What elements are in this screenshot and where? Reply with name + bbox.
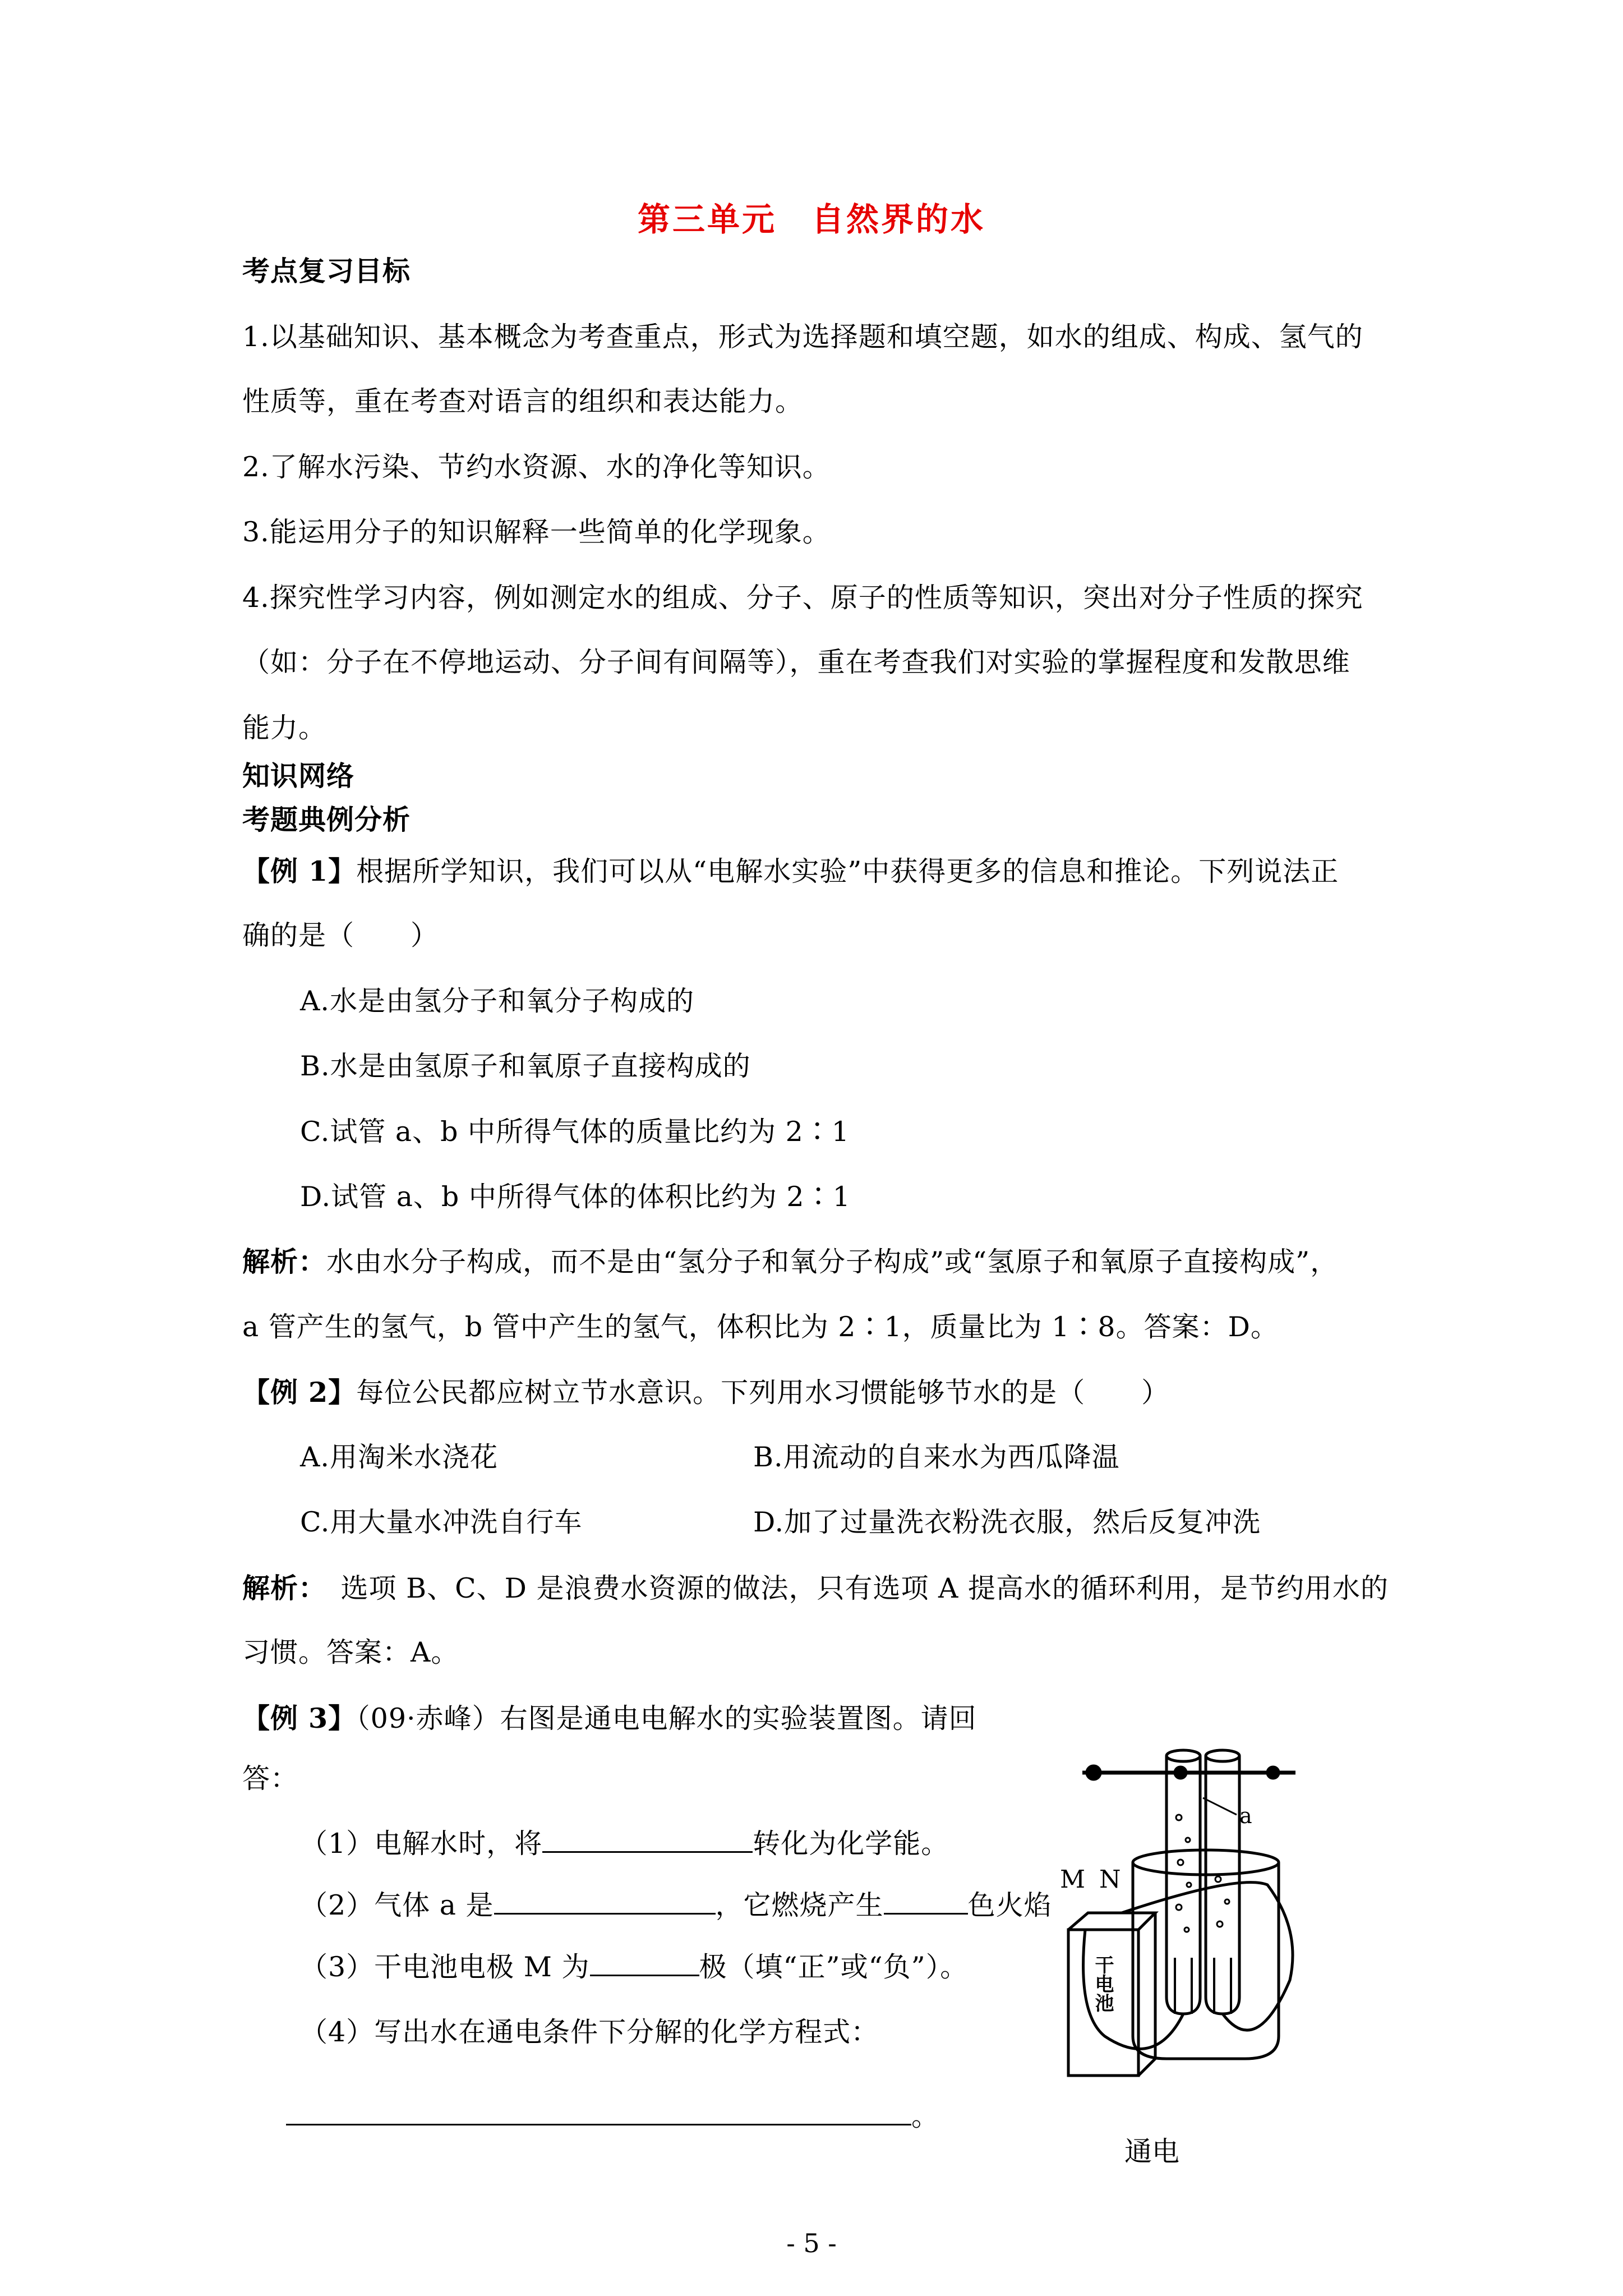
electrode-right [1214, 1958, 1231, 2014]
example-1-option-a: A.水是由氢分子和氧分子构成的 [300, 985, 694, 1017]
part-2-suffix: 色火焰 [967, 1889, 1052, 1921]
answer-blank[interactable] [494, 1888, 716, 1915]
example-1-option-b: B.水是由氢原子和氧原子直接构成的 [300, 1050, 751, 1082]
goal-line: 1.以基础知识、基本概念为考查重点，形式为选择题和填空题，如水的组成、构成、氢气的 [242, 321, 1363, 353]
part-2-middle: ，它燃烧产生 [715, 1889, 884, 1921]
label-a-pointer [1203, 1798, 1237, 1815]
example-3-question-line-1: （09·赤峰）右图是通电电解水的实验装置图。请回 [356, 1703, 977, 1734]
tube-mouth-right [1206, 1750, 1239, 1761]
example-1-option-c: C.试管 a、b 中所得气体的质量比约为 2∶1 [300, 1116, 850, 1148]
example-3-part-3 [300, 1950, 968, 1985]
example-2-tag: 【例 2】 [242, 1376, 357, 1409]
equation-period: 。 [911, 2100, 940, 2132]
part-2-prefix: （2）气体 a 是 [300, 1889, 494, 1921]
test-tube-left [1166, 1756, 1200, 2014]
clamp-knob-center [1175, 1767, 1186, 1778]
battery-label: 干电池 [1091, 1955, 1114, 2012]
example-3-part-1 [300, 1826, 949, 1861]
equation-answer-line[interactable] [286, 2124, 911, 2125]
part-3-prefix: （3）干电池电极 M 为 [300, 1951, 590, 1983]
clamp-knob-right [1267, 1767, 1279, 1778]
answer-blank[interactable] [590, 1950, 699, 1976]
example-2-question-line-1: 每位公民都应树立节水意识。下列用水习惯能够节水的是（ ） [356, 1377, 1170, 1409]
example-3-part-4: （4）写出水在通电条件下分解的化学方程式： [300, 2016, 879, 2048]
label-m: M [1060, 1865, 1086, 1894]
goal-line: 能力。 [242, 712, 327, 744]
example-2-question [242, 1375, 1169, 1410]
tube-mouth-left [1166, 1750, 1200, 1761]
example-2-analysis-line-1: 选项 B、C、D 是浪费水资源的做法，只有选项 A 提高水的循环利用，是节约用水的 [312, 1572, 1389, 1604]
goal-line: （如：分子在不停地运动、分子间有间隔等），重在考查我们对实验的掌握程度和发散思维 [242, 646, 1350, 678]
page-number: - 5 - [786, 2228, 837, 2258]
example-1-tag: 【例 1】 [242, 855, 357, 887]
example-2-analysis [242, 1571, 1389, 1606]
part-1-prefix: （1）电解水时，将 [300, 1828, 543, 1860]
example-1-option-d: D.试管 a、b 中所得气体的体积比约为 2∶1 [300, 1181, 851, 1213]
example-2-option-c: C.用大量水冲洗自行车 [300, 1506, 583, 1538]
example-1-analysis-line-2: a 管产生的氢气，b 管中产生的氢气，体积比为 2∶1，质量比为 1∶8。答案：D。 [242, 1311, 1279, 1343]
goal-line: 2.了解水污染、节约水资源、水的净化等知识。 [242, 451, 831, 483]
example-1-question-line-2: 确的是（ ） [242, 919, 439, 951]
example-1-analysis [242, 1244, 1338, 1280]
goal-line: 3.能运用分子的知识解释一些简单的化学现象。 [242, 516, 831, 548]
part-3-suffix: 极（填“正”或“负”）。 [699, 1951, 969, 1983]
example-2-option-d: D.加了过量洗衣粉洗衣服，然后反复冲洗 [753, 1506, 1261, 1538]
goal-line: 性质等，重在考查对语言的组织和表达能力。 [242, 385, 804, 417]
label-a: a [1239, 1803, 1252, 1828]
page-title: 第三单元 自然界的水 [637, 200, 985, 238]
example-1-question [242, 854, 1339, 889]
analysis-label: 解析： [242, 1572, 313, 1604]
part-1-suffix: 转化为化学能。 [753, 1828, 949, 1860]
answer-blank[interactable] [884, 1888, 968, 1915]
example-3-part-2 [300, 1888, 1052, 1923]
example-3-tag: 【例 3】 [242, 1702, 357, 1734]
figure-caption: 通电 [1124, 2136, 1180, 2168]
electrolysis-apparatus-figure [1054, 1745, 1318, 2081]
heading-knowledge-network: 知识网络 [242, 760, 355, 792]
electrode-left [1175, 1958, 1192, 2014]
example-2-option-a: A.用淘米水浇花 [300, 1441, 498, 1473]
example-3-question-line-2: 答： [242, 1763, 299, 1795]
analysis-label: 解析： [242, 1245, 327, 1278]
example-2-option-b: B.用流动的自来水为西瓜降温 [753, 1441, 1120, 1473]
heading-review-goals: 考点复习目标 [242, 255, 411, 287]
heading-example-analysis: 考题典例分析 [242, 803, 411, 836]
clamp-knob-left [1087, 1766, 1100, 1779]
goal-line: 4.探究性学习内容，例如测定水的组成、分子、原子的性质等知识，突出对分子性质的探究 [242, 582, 1363, 614]
label-n: N [1099, 1865, 1121, 1894]
example-2-analysis-line-2: 习惯。答案：A。 [242, 1636, 459, 1668]
answer-blank[interactable] [542, 1826, 753, 1853]
example-1-question-line-1: 根据所学知识，我们可以从“电解水实验”中获得更多的信息和推论。下列说法正 [356, 855, 1339, 887]
example-1-analysis-line-1: 水由水分子构成，而不是由“氢分子和氧分子构成”或“氢原子和氧原子直接构成”， [326, 1246, 1339, 1278]
example-3-question [242, 1701, 977, 1736]
